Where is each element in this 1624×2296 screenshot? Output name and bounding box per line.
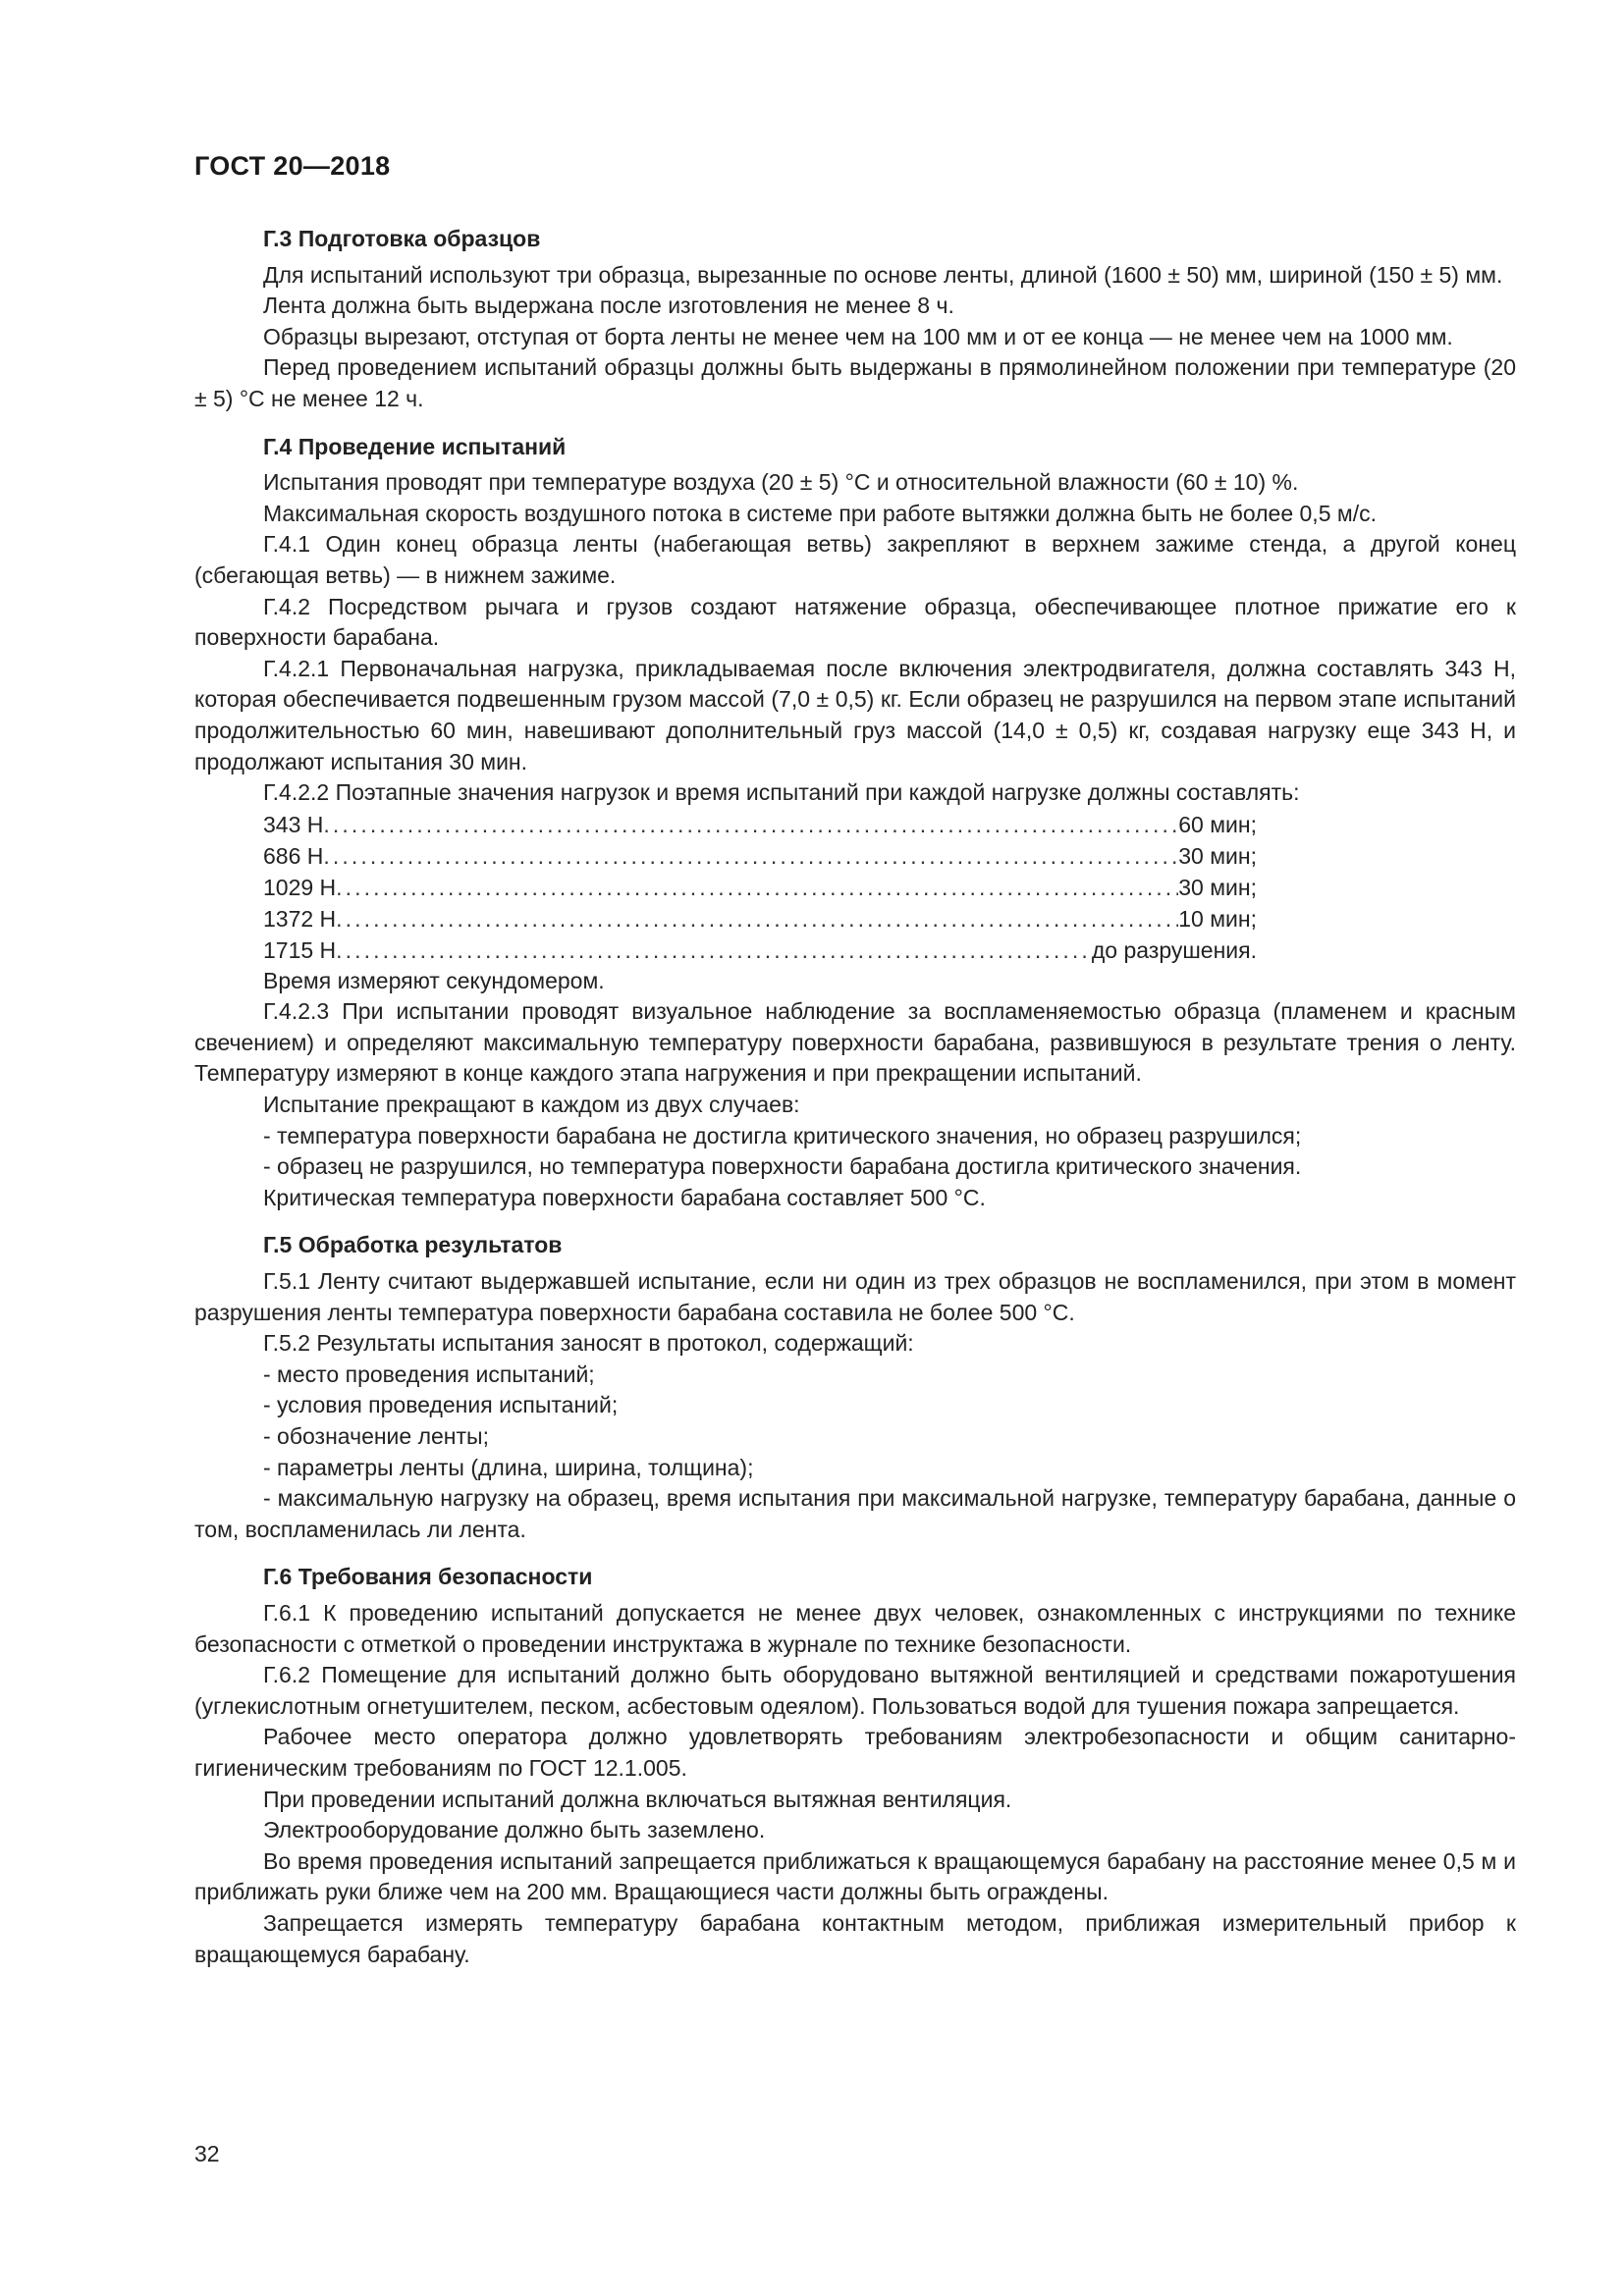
list-item: - место проведения испытаний;: [263, 1361, 595, 1387]
load-time: 30 мин;: [1178, 874, 1257, 900]
load-time: 60 мин;: [1178, 811, 1257, 837]
paragraph: Г.4.2.3 При испытании проводят визуальное наблюдение за воспламеняемостью образца (пламенем и красным свечением) и определяют максимальную температуру поверхности барабана, развившуюся в результате трения о ленту. Температуру измеряют в конце каждого этапа нагружения и при прекращении испытаний.: [194, 998, 1516, 1087]
section-title-g4: Г.4 Проведение испытаний: [263, 433, 567, 459]
dot-leader: [323, 809, 1178, 840]
paragraph: Образцы вырезают, отступая от борта ленты не менее чем на 100 мм и от ее конца — не менее чем на 1000 мм.: [263, 323, 1453, 349]
paragraph: Г.5.2 Результаты испытания заносят в протокол, содержащий:: [263, 1330, 914, 1357]
paragraph: Рабочее место оператора должно удовлетворять требованиям электробезопасности и общим санитарно-гигиеническим требованиям по ГОСТ 12.1.005.: [194, 1724, 1516, 1781]
paragraph: Лента должна быть выдержана после изготовления не менее 8 ч.: [263, 293, 954, 319]
document-body: [194, 224, 1516, 1970]
paragraph: Г.4.1 Один конец образца ленты (набегающая ветвь) закрепляют в верхнем зажиме стенда, а другой конец (сбегающая ветвь) — в нижнем зажиме.: [194, 531, 1516, 588]
paragraph: Электрооборудование должно быть заземлено.: [263, 1817, 766, 1843]
load-value: 686 Н: [263, 842, 324, 869]
load-value: 343 Н: [263, 811, 324, 837]
load-time: 30 мин;: [1178, 842, 1257, 869]
dot-leader: [336, 872, 1178, 903]
list-item: - температура поверхности барабана не достигла критического значения, но образец разрушился;: [263, 1122, 1302, 1148]
paragraph: Испытание прекращают в каждом из двух случаев:: [263, 1092, 800, 1118]
paragraph: Во время проведения испытаний запрещается приближаться к вращающемуся барабану на расстояние менее 0,5 м и приближать руки ближе чем на 200 мм. Вращающиеся части должны быть ограждены.: [194, 1847, 1516, 1905]
list-item: - обозначение ленты;: [263, 1423, 489, 1449]
load-time: до разрушения.: [1091, 936, 1257, 963]
list-item: - образец не разрушился, но температура поверхности барабана достигла критического значения.: [263, 1153, 1302, 1180]
load-time: 10 мин;: [1178, 905, 1257, 932]
paragraph: Г.4.2.2 Поэтапные значения нагрузок и время испытаний при каждой нагрузке должны составлять:: [263, 779, 1300, 806]
load-row: [263, 872, 1257, 903]
paragraph: Перед проведением испытаний образцы должны быть выдержаны в прямолинейном положении при температуре (20 ± 5) °С не менее 12 ч.: [194, 354, 1516, 411]
section-title-g6: Г.6 Требования безопасности: [263, 1564, 593, 1590]
list-item: - максимальную нагрузку на образец, время испытания при максимальной нагрузке, температуру барабана, данные о том, воспламенилась ли лента.: [194, 1485, 1516, 1542]
load-row: [263, 809, 1257, 840]
load-value: 1715 Н: [263, 936, 337, 963]
list-item: - параметры ленты (длина, ширина, толщина);: [263, 1454, 754, 1480]
paragraph: Г.6.1 К проведению испытаний допускается не менее двух человек, ознакомленных с инструкциями по технике безопасности с отметкой о проведении инструктажа в журнале по технике безопасности.: [194, 1599, 1516, 1657]
paragraph: Критическая температура поверхности барабана составляет 500 °С.: [263, 1184, 986, 1210]
load-value: 1029 Н: [263, 874, 337, 900]
dot-leader: [323, 840, 1178, 872]
paragraph: Г.4.2.1 Первоначальная нагрузка, прикладываемая после включения электродвигателя, должна составлять 343 Н, которая обеспечивается подвешенным грузом массой (7,0 ± 0,5) кг. Если образец не разрушился на первом этапе испытаний продолжительностью 60 мин, навешивают дополнительный груз массой (14,0 ± 0,5) кг, создавая нагрузку еще 343 Н, и продолжают испытания 30 мин.: [194, 655, 1516, 774]
paragraph: Для испытаний используют три образца, вырезанные по основе ленты, длиной (1600 ± 50) мм, шириной (150 ± 5) мм.: [263, 261, 1503, 288]
list-item: - условия проведения испытаний;: [263, 1392, 619, 1418]
paragraph: Г.5.1 Ленту считают выдержавшей испытание, если ни один из трех образцов не воспламенился, при этом в момент разрушения ленты температура поверхности барабана составила не более 500 °С.: [194, 1268, 1516, 1325]
load-row: [263, 903, 1257, 934]
paragraph: Максимальная скорость воздушного потока в системе при работе вытяжки должна быть не более 0,5 м/с.: [263, 500, 1377, 526]
dot-leader: [336, 903, 1178, 934]
dot-leader: [336, 934, 1092, 966]
page-number: 32: [194, 2141, 220, 2166]
section-title-g5: Г.5 Обработка результатов: [263, 1232, 563, 1258]
paragraph: Г.4.2 Посредством рычага и грузов создают натяжение образца, обеспечивающее плотное прижатие его к поверхности барабана.: [194, 593, 1516, 651]
paragraph: При проведении испытаний должна включаться вытяжная вентиляция.: [263, 1786, 1012, 1812]
document-code: ГОСТ 20—2018: [194, 151, 391, 181]
paragraph: Г.6.2 Помещение для испытаний должно быть оборудовано вытяжной вентиляцией и средствами пожаротушения (углекислотным огнетушителем, песком, асбестовым одеялом). Пользоваться водой для тушения пожара запрещается.: [194, 1662, 1516, 1719]
paragraph: Время измеряют секундомером.: [263, 967, 605, 993]
load-row: [263, 840, 1257, 872]
load-value: 1372 Н: [263, 905, 337, 932]
load-row: [263, 934, 1257, 966]
paragraph: Испытания проводят при температуре воздуха (20 ± 5) °С и относительной влажности (60 ± 10) %.: [263, 469, 1299, 496]
paragraph: Запрещается измерять температуру барабана контактным методом, приближая измерительный прибор к вращающемуся барабану.: [194, 1909, 1516, 1967]
section-title-g3: Г.3 Подготовка образцов: [263, 226, 541, 251]
